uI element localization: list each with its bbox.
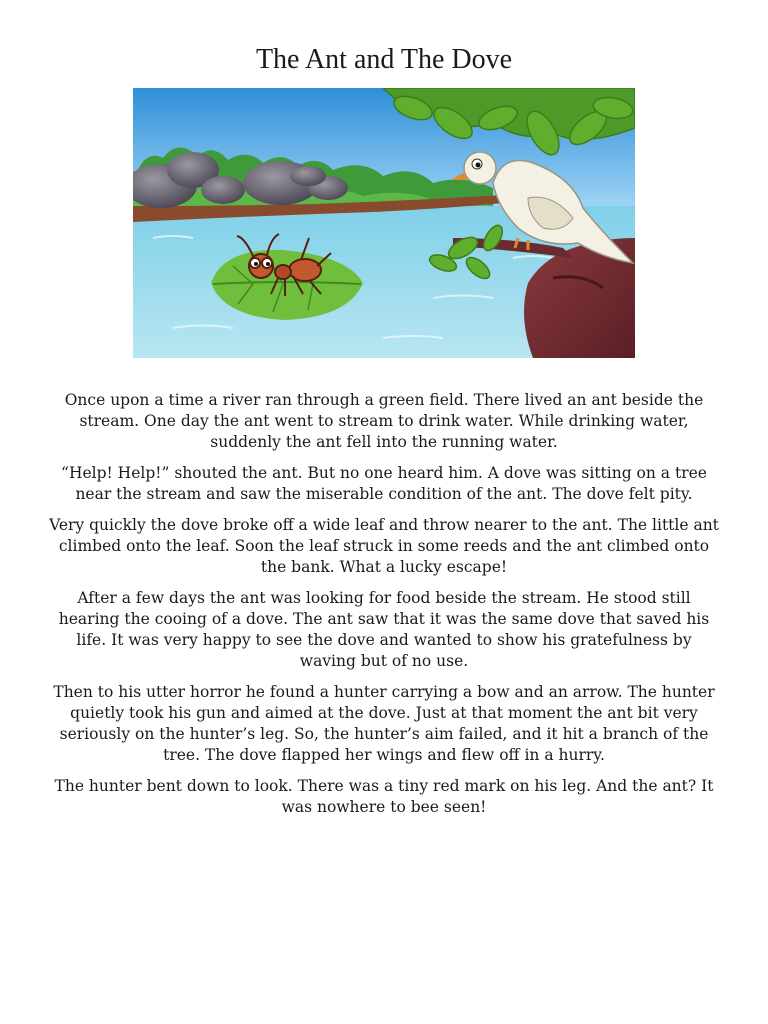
story-paragraph: Very quickly the dove broke off a wide leaf and throw nearer to the ant. The little ant climbed onto the leaf. Soon the leaf struck in some reeds and the ant climbed onto the bank. What a lucky escape!: [49, 516, 719, 576]
story-paragraph: “Help! Help!” shouted the ant. But no one heard him. A dove was sitting on a tree near the stream and saw the miserable condition of the ant. The dove felt pity.: [61, 464, 707, 503]
story-illustration: [133, 88, 635, 358]
story-paragraph: The hunter bent down to look. There was a tiny red mark on his leg. And the ant? It was nowhere to bee seen!: [54, 777, 714, 816]
story-text: [48, 390, 720, 828]
story-paragraph: After a few days the ant was looking for food beside the stream. He stood still hearing the cooing of a dove. The ant saw that it was the same dove that saved his life. It was very happy to see the dove and wanted to show his gratefulness by waving but of no use.: [58, 589, 710, 670]
page-title: The Ant and The Dove: [255, 44, 513, 75]
story-paragraph: Then to his utter horror he found a hunter carrying a bow and an arrow. The hunter quietly took his gun and aimed at the dove. Just at that moment the ant bit very seriously on the hunter’s leg. So, the hunter’s aim failed, and it hit a branch of the tree. The dove flapped her wings and flew off in a hurry.: [53, 683, 715, 764]
story-paragraph: Once upon a time a river ran through a green field. There lived an ant beside the stream. One day the ant went to stream to drink water. While drinking water, suddenly the ant fell into the running water.: [64, 391, 704, 451]
